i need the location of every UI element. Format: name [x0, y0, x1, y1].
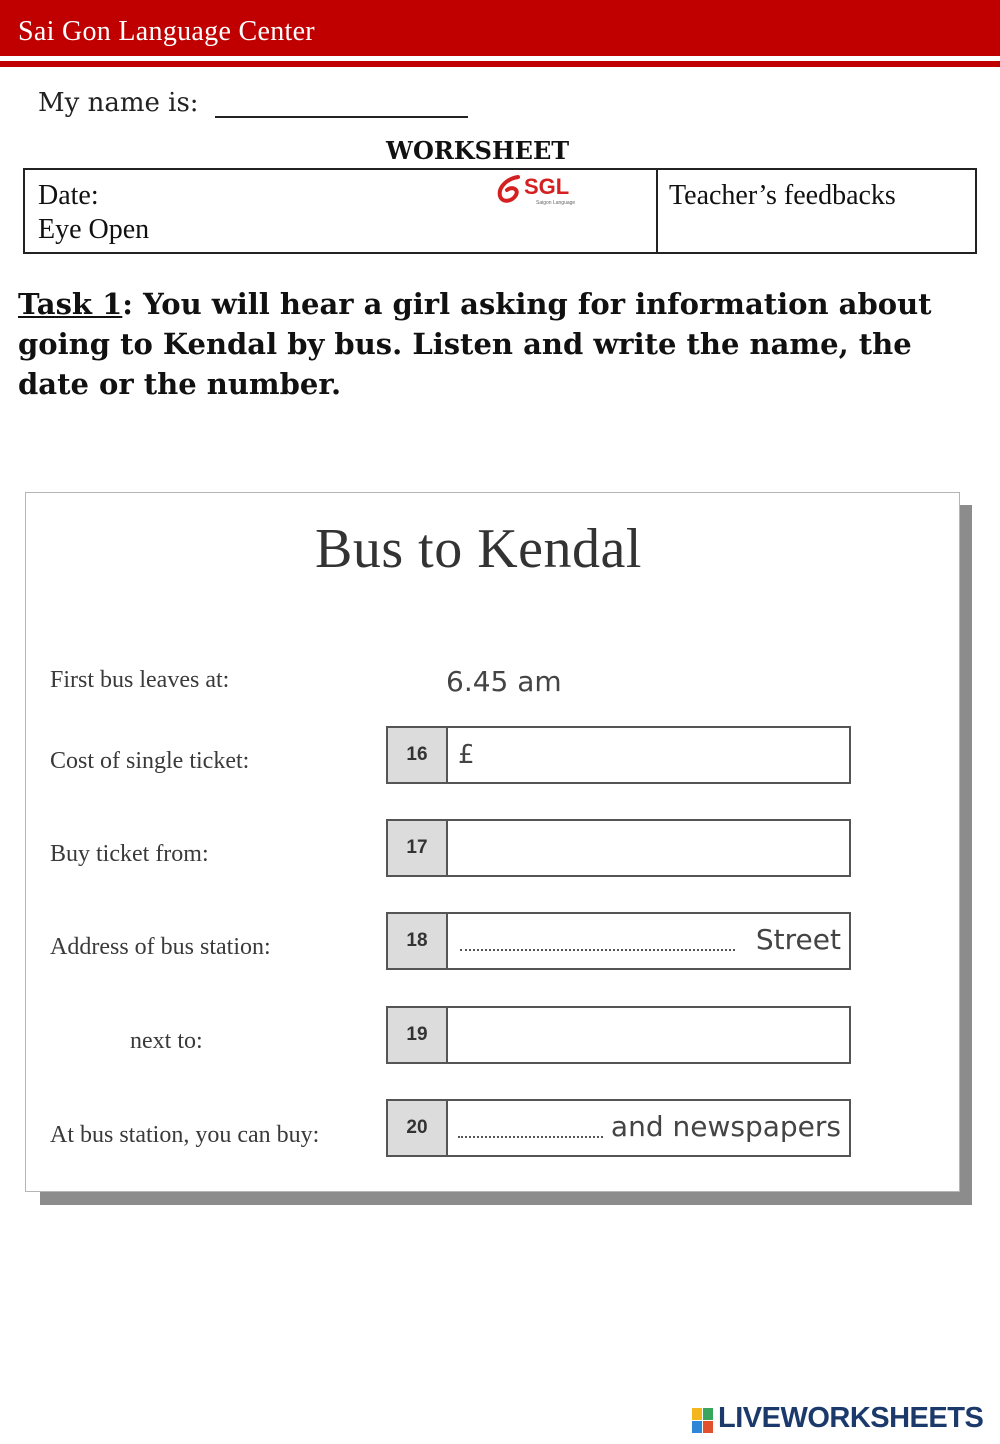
- row-label-19: next to:: [130, 1028, 203, 1054]
- name-blank-line: [215, 116, 468, 118]
- teacher-feedback-label: Teacher’s feedbacks: [669, 180, 896, 211]
- question-number-19: 19: [388, 1008, 448, 1062]
- row-label-16: Cost of single ticket:: [50, 748, 250, 774]
- answer-box-17[interactable]: [386, 819, 851, 877]
- header-divider: [0, 61, 1000, 67]
- first-bus-value: 6.45 am: [446, 665, 562, 698]
- card-title: Bus to Kendal: [315, 518, 642, 580]
- answer-box-19[interactable]: [386, 1006, 851, 1064]
- row-label-18: Address of bus station:: [50, 934, 271, 960]
- answer-box-20[interactable]: [386, 1099, 851, 1157]
- question-number-18: 18: [388, 914, 448, 968]
- task-label: Task 1: [18, 287, 123, 321]
- dotted-fill-line: [460, 949, 735, 951]
- first-bus-label: First bus leaves at:: [50, 667, 230, 693]
- newspapers-suffix: and newspapers: [610, 1110, 841, 1143]
- info-table: [23, 168, 977, 254]
- task-text: : You will hear a girl asking for information about going to Kendal by bus. Listen and write the name, the date or the number.: [18, 287, 932, 401]
- center-name: Sai Gon Language Center: [18, 16, 315, 47]
- worksheet-subtitle: Eye Open: [38, 214, 150, 245]
- sgl-logo-text: SGL: [524, 174, 570, 199]
- liveworksheets-icon: [692, 1408, 714, 1434]
- dotted-fill-line: [458, 1136, 603, 1138]
- row-label-17: Buy ticket from:: [50, 841, 209, 867]
- question-number-17: 17: [388, 821, 448, 875]
- sgl-logo: [494, 174, 594, 210]
- sgl-swirl-icon: [494, 174, 524, 208]
- sgl-logo-subtext: Saigon Language: [536, 200, 576, 206]
- answer-box-16[interactable]: [386, 726, 851, 784]
- row-label-20: At bus station, you can buy:: [50, 1122, 320, 1148]
- question-number-16: 16: [388, 728, 448, 782]
- table-divider: [656, 170, 658, 252]
- liveworksheets-brand: LIVEWORKSHEETS: [718, 1402, 984, 1434]
- street-suffix: Street: [755, 923, 841, 956]
- answer-box-18[interactable]: [386, 912, 851, 970]
- pound-symbol: £: [458, 740, 475, 770]
- date-label: Date:: [38, 180, 99, 211]
- worksheet-title: WORKSHEET: [386, 136, 570, 165]
- bus-card: [25, 492, 960, 1192]
- name-label: My name is:: [38, 88, 199, 118]
- question-number-20: 20: [388, 1101, 448, 1155]
- task-instruction: [18, 284, 978, 404]
- center-header: [0, 0, 1000, 56]
